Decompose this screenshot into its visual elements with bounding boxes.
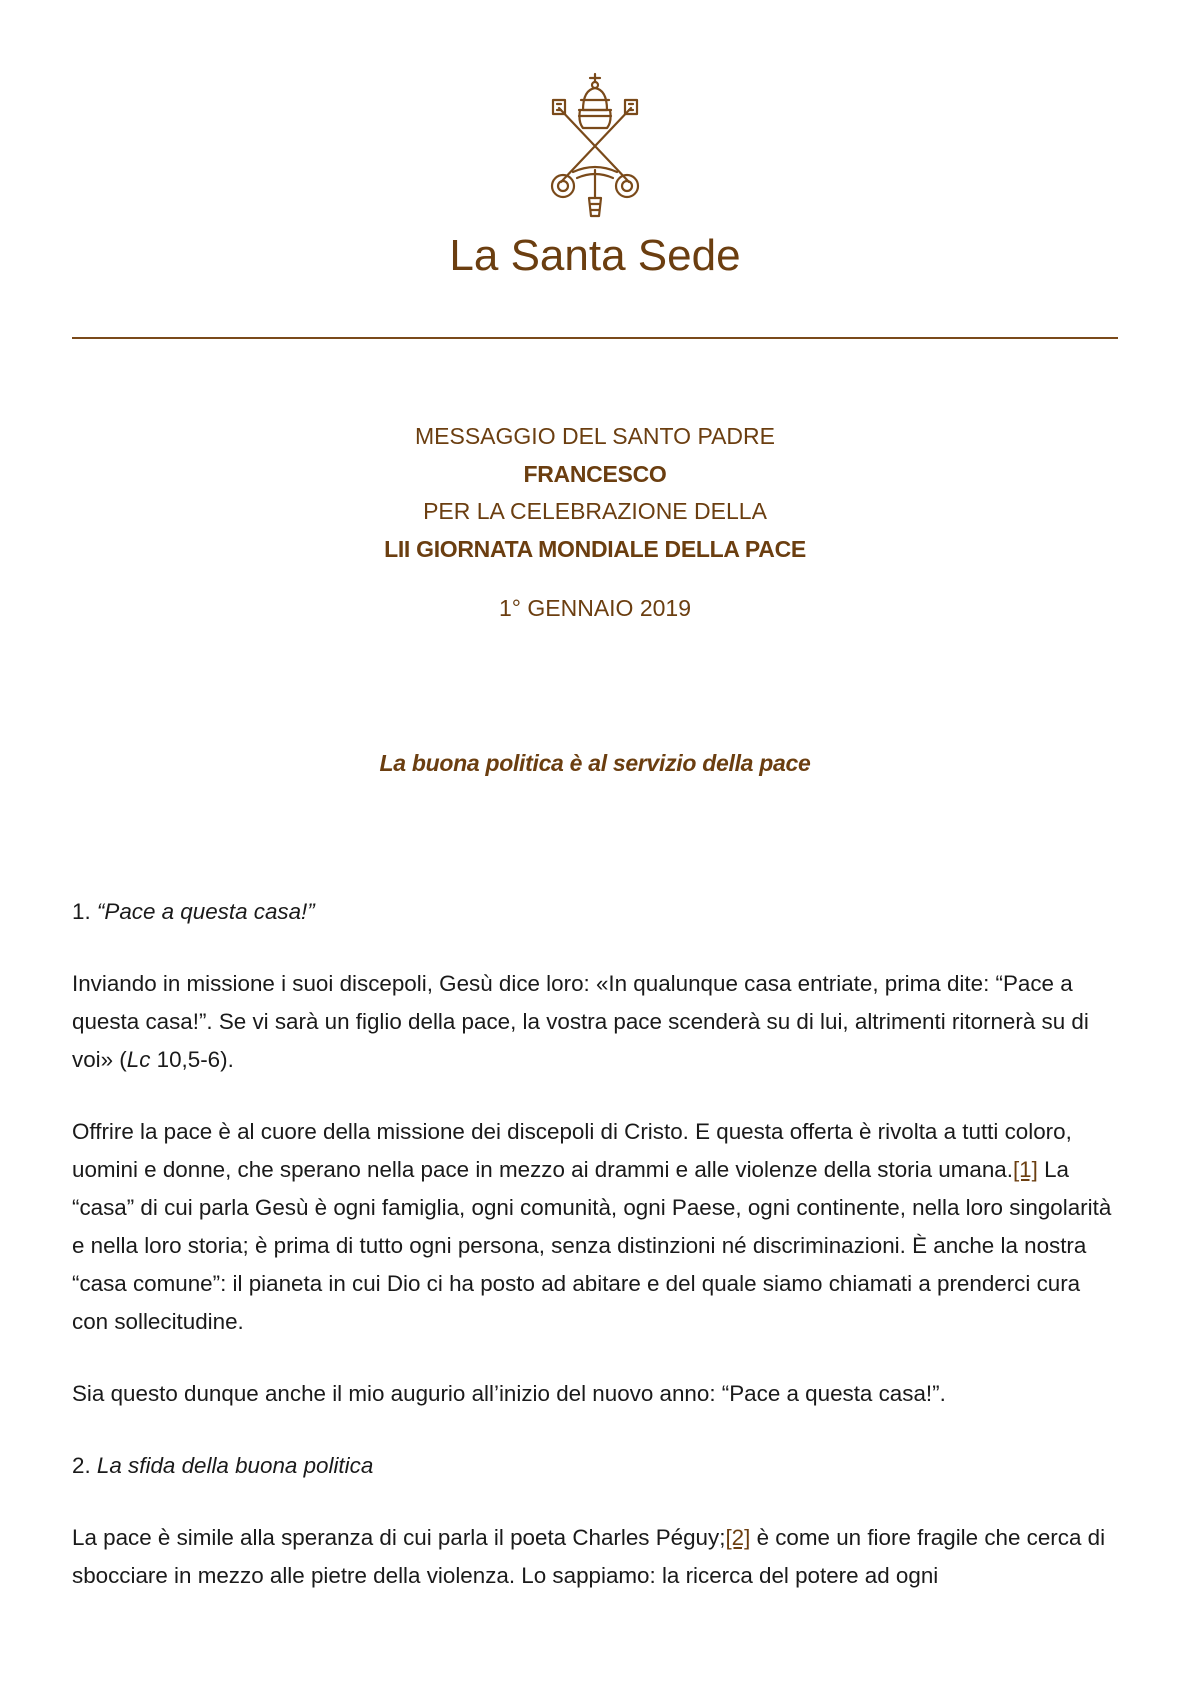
section-number: 1.: [72, 899, 91, 924]
heading-event-title: LII GIORNATA MONDIALE DELLA PACE: [384, 535, 806, 562]
message-heading: [0, 418, 1190, 628]
section-number: 2.: [72, 1453, 91, 1478]
paragraph-text: La pace è simile alla speranza di cui parla il poeta Charles Péguy;: [72, 1525, 726, 1550]
site-title[interactable]: La Santa Sede: [449, 231, 741, 280]
footnote-link-1[interactable]: [1]: [1012, 1157, 1038, 1182]
paragraph-text: La “casa” di cui parla Gesù è ogni famiglia, ogni comunità, ogni Paese, ogni continente, nella loro singolarità e nella loro storia; è prima di tutto ogni persona, senza distinzioni né discriminazioni. È anche la nostra “casa comune”: il pianeta in cui Dio ci ha posto ad abitare e del quale siamo chiamati a prenderci cura con sollecitudine.: [72, 1157, 1112, 1334]
footnote-link-2[interactable]: [2]: [725, 1525, 751, 1550]
heading-line-1: MESSAGGIO DEL SANTO PADRE: [415, 423, 775, 449]
paragraph-text: 10,5-6).: [150, 1047, 234, 1072]
heading-pope-name: FRANCESCO: [523, 460, 667, 487]
section-heading-1: [72, 893, 1122, 931]
paragraph-4: [72, 1519, 1122, 1595]
section-heading-2: [72, 1447, 1122, 1485]
paragraph-text: Offrire la pace è al cuore della missione dei discepoli di Cristo. E questa offerta è rivolta a tutti coloro, uomini e donne, che sperano nella pace in mezzo ai drammi e alle violenze della storia umana.: [72, 1119, 1072, 1182]
scripture-reference: Lc: [126, 1047, 151, 1072]
paragraph-3: Sia questo dunque anche il mio augurio all’inizio del nuovo anno: “Pace a questa casa!”.: [72, 1381, 946, 1406]
heading-date: 1° GENNAIO 2019: [498, 595, 691, 621]
message-body: [72, 893, 1122, 1629]
message-subtitle: La buona politica è al servizio della pace: [379, 750, 811, 776]
header-divider: [72, 337, 1118, 339]
paragraph-1: [72, 965, 1122, 1079]
papal-coat-of-arms-icon: [533, 70, 657, 220]
section-title: “Pace a questa casa!”: [96, 899, 315, 924]
paragraph-2: [72, 1113, 1122, 1341]
section-title: La sfida della buona politica: [96, 1453, 374, 1478]
heading-line-3: PER LA CELEBRAZIONE DELLA: [423, 498, 767, 524]
paragraph-text: è come un fiore fragile che cerca di sbocciare in mezzo alle pietre della violenza. Lo sappiamo: la ricerca del potere ad ogni: [72, 1525, 1106, 1588]
paragraph-text: Inviando in missione i suoi discepoli, Gesù dice loro: «In qualunque casa entriate, prima dite: “Pace a questa casa!”. Se vi sarà un figlio della pace, la vostra pace scenderà su di lui, altrimenti ritornerà su di voi» (: [72, 971, 1089, 1072]
